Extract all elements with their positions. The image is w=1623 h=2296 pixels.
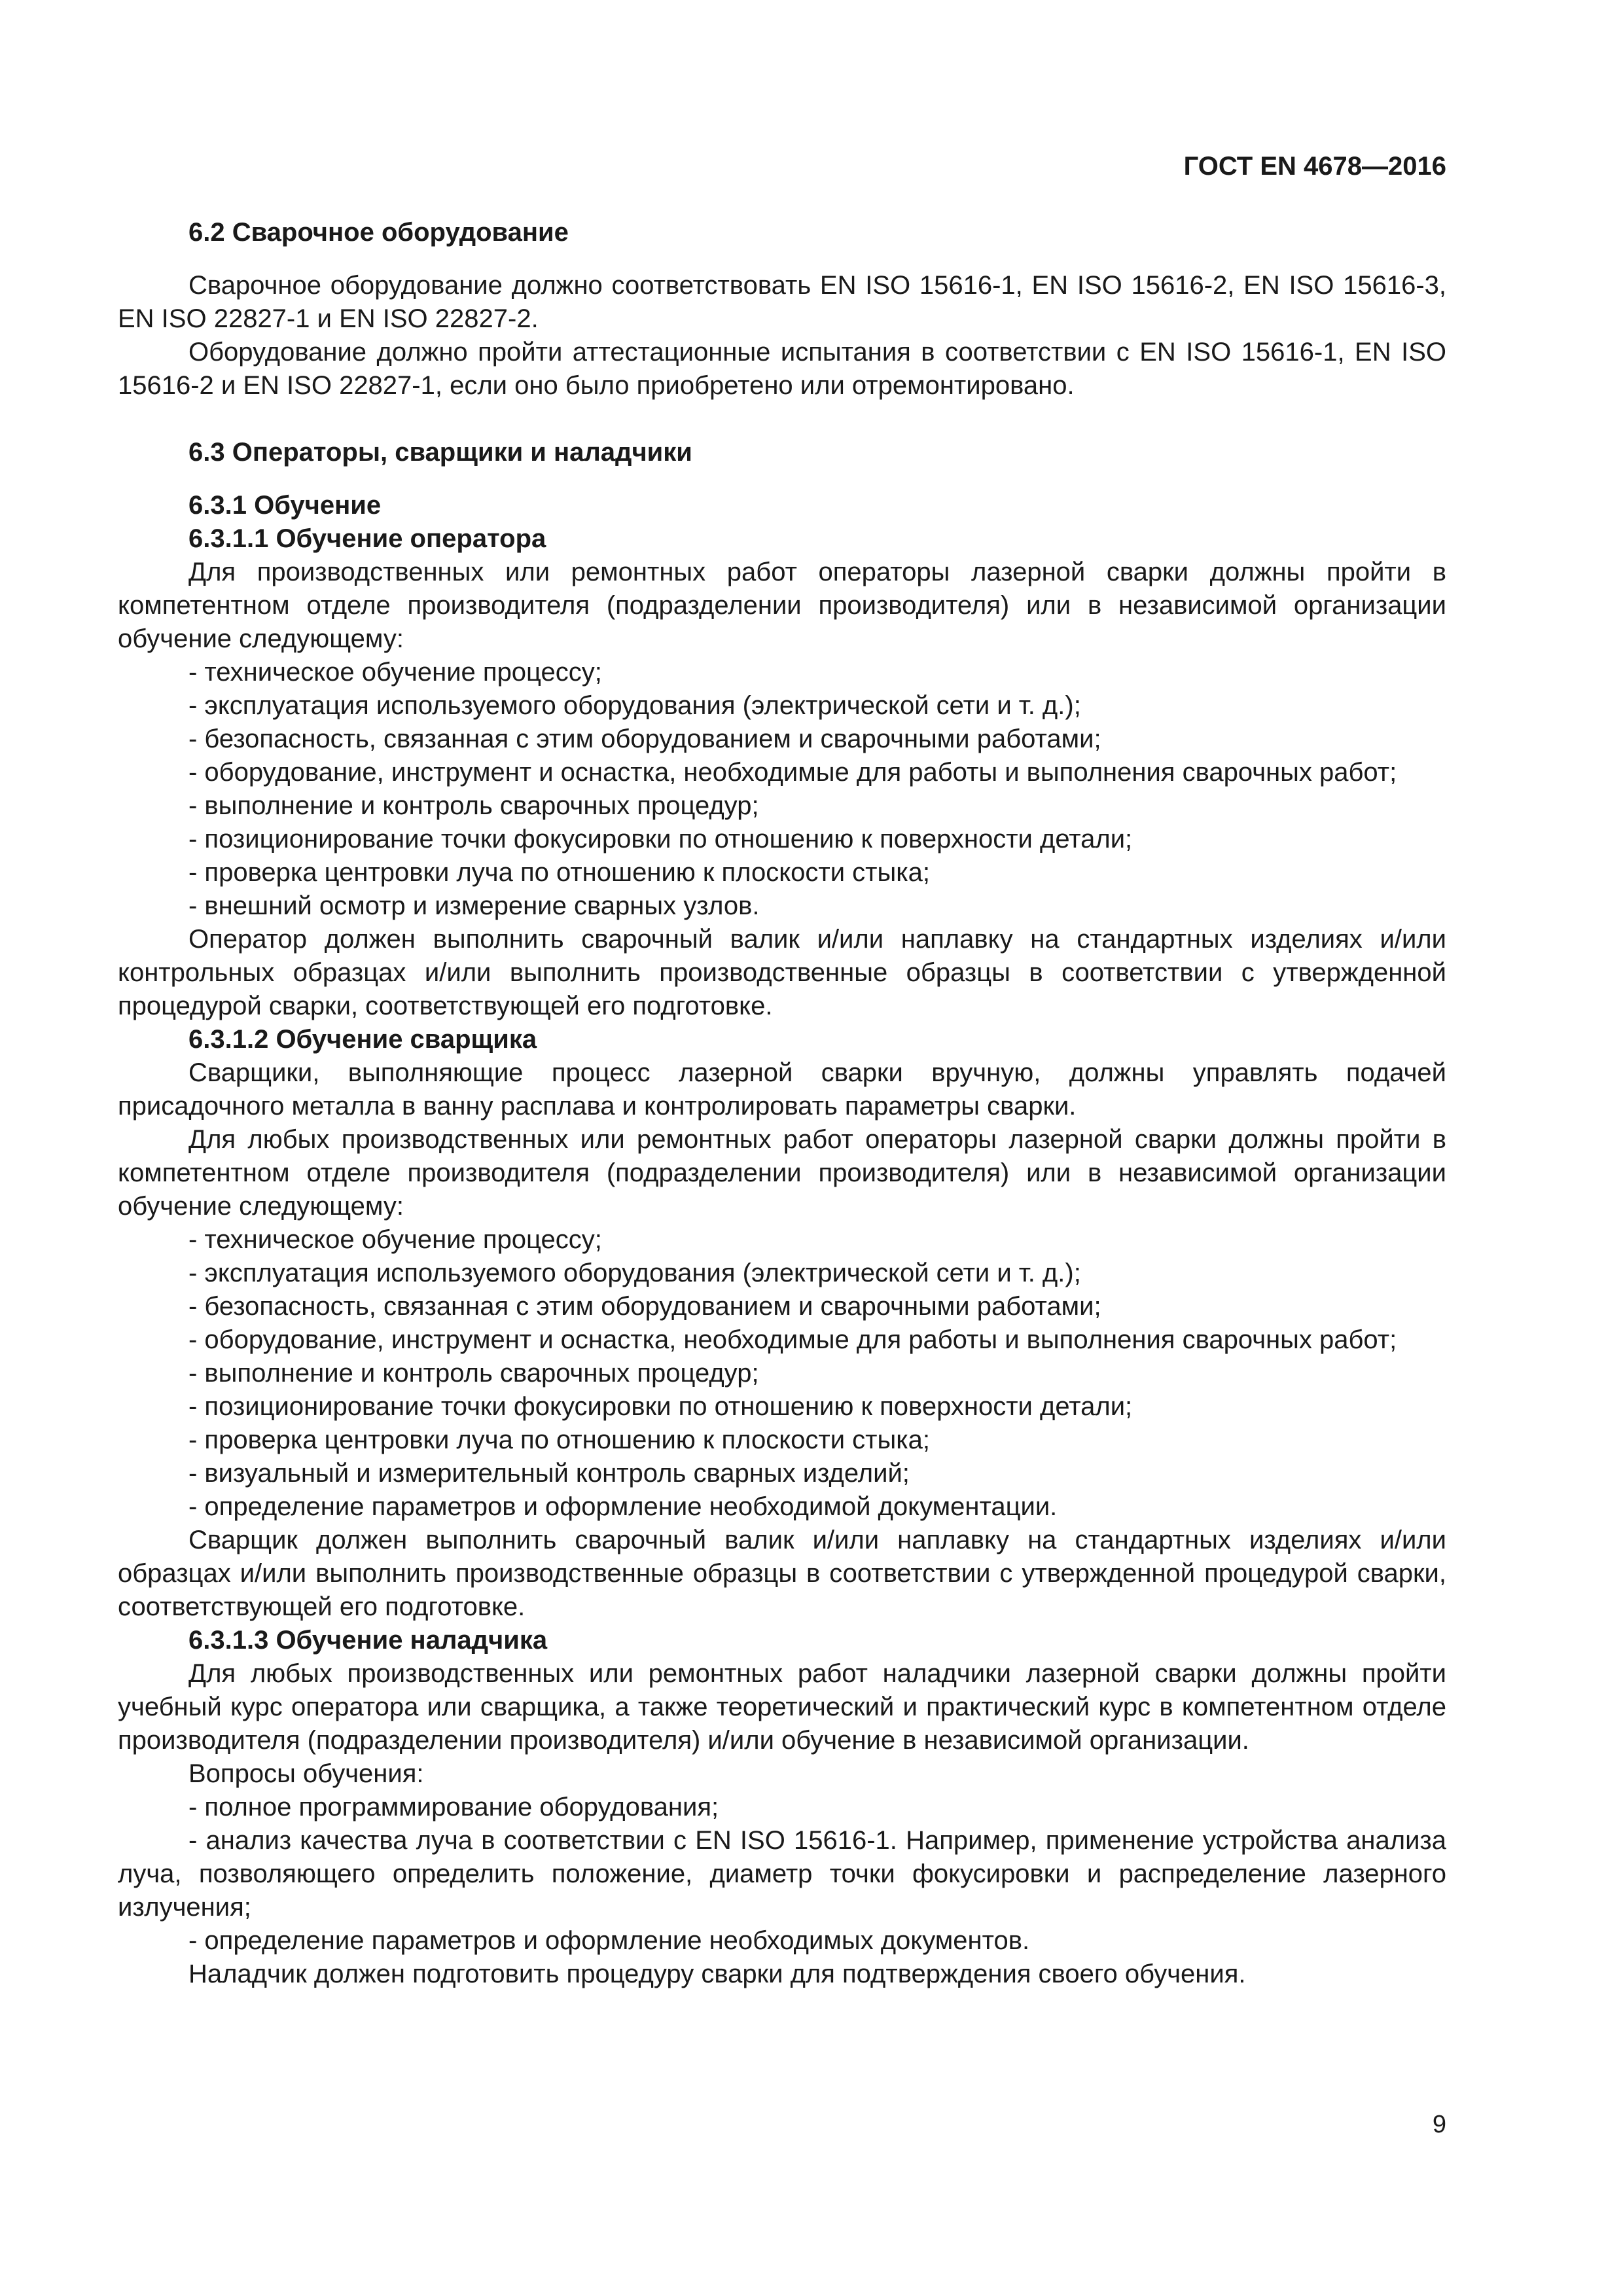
list-item: - техническое обучение процессу; (188, 1225, 602, 1254)
list-item: - визуальный и измерительный контроль сварных изделий; (188, 1459, 910, 1488)
paragraph: Вопросы обучения: (188, 1759, 424, 1788)
section-6-2-heading: 6.2 Сварочное оборудование (188, 218, 569, 247)
document-body (118, 216, 1446, 1991)
list-item: - безопасность, связанная с этим оборудованием и сварочными работами; (188, 1292, 1101, 1321)
paragraph: Сварщик должен выполнить сварочный валик и/или наплавку на стандартных изделиях и/или образцах и/или выполнить производственные образцы в соответствии с утвержденной процедурой сварки, соответствующей его подготовке. (118, 1526, 1446, 1621)
list-item: - определение параметров и оформление необходимой документации. (188, 1492, 1058, 1521)
paragraph: Сварщики, выполняющие процесс лазерной сварки вручную, должны управлять подачей присадочного металла в ванну расплава и контролировать параметры сварки. (118, 1058, 1446, 1121)
document-code: ГОСТ EN 4678—2016 (1183, 152, 1446, 181)
list-item: - эксплуатация используемого оборудования (электрической сети и т. д.); (188, 1259, 1081, 1287)
page-number: 9 (1432, 2111, 1446, 2138)
list-item: - техническое обучение процессу; (188, 658, 602, 687)
list-item: - внешний осмотр и измерение сварных узлов. (188, 891, 760, 920)
paragraph: Наладчик должен подготовить процедуру сварки для подтверждения своего обучения. (188, 1960, 1246, 1988)
list-item: - безопасность, связанная с этим оборудованием и сварочными работами; (188, 725, 1101, 753)
paragraph: Для производственных или ремонтных работ операторы лазерной сварки должны пройти в компетентном отделе производителя (подразделении производителя) или в независимой организации обучение следующему: (118, 558, 1446, 653)
list-item: - полное программирование оборудования; (188, 1793, 719, 1821)
section-6-3-1-2-heading: 6.3.1.2 Обучение сварщика (188, 1025, 537, 1054)
list-item: - проверка центровки луча по отношению к плоскости стыка; (188, 858, 930, 887)
section-6-3-1-3-heading: 6.3.1.3 Обучение наладчика (188, 1626, 548, 1655)
list-item: - определение параметров и оформление необходимых документов. (188, 1926, 1030, 1955)
paragraph: Оборудование должно пройти аттестационные испытания в соответствии с EN ISO 15616-1, EN ISO 15616-2 и EN ISO 22827-1, если оно было приобретено или отремонтировано. (118, 338, 1446, 400)
section-6-3-1-heading: 6.3.1 Обучение (188, 491, 382, 520)
section-6-3-heading: 6.3 Операторы, сварщики и наладчики (188, 438, 692, 467)
section-6-3-1-1-heading: 6.3.1.1 Обучение оператора (188, 524, 546, 553)
paragraph: Оператор должен выполнить сварочный валик и/или наплавку на стандартных изделиях и/или контрольных образцах и/или выполнить производственные образцы в соответствии с утвержденной процедурой сварки, соответствующей его подготовке. (118, 925, 1446, 1020)
paragraph: Сварочное оборудование должно соответствовать EN ISO 15616-1, EN ISO 15616-2, EN ISO 15616-3, EN ISO 22827-1 и EN ISO 22827-2. (118, 271, 1446, 333)
list-item: - выполнение и контроль сварочных процедур; (188, 1359, 759, 1388)
list-item: - эксплуатация используемого оборудования (электрической сети и т. д.); (188, 691, 1081, 720)
list-item: - позиционирование точки фокусировки по отношению к поверхности детали; (188, 825, 1133, 853)
list-item: - оборудование, инструмент и оснастка, необходимые для работы и выполнения сварочных работ; (188, 1325, 1397, 1354)
paragraph: Для любых производственных или ремонтных работ операторы лазерной сварки должны пройти в компетентном отделе производителя (подразделении производителя) или в независимой организации обучение следующему: (118, 1125, 1446, 1221)
paragraph: Для любых производственных или ремонтных работ наладчики лазерной сварки должны пройти учебный курс оператора или сварщика, а также теоретический и практический курс в компетентном отделе производителя (подразделении производителя) и/или обучение в независимой организации. (118, 1659, 1446, 1755)
list-item: - позиционирование точки фокусировки по отношению к поверхности детали; (188, 1392, 1133, 1421)
list-item: - проверка центровки луча по отношению к плоскости стыка; (188, 1426, 930, 1454)
list-item: - анализ качества луча в соответствии с EN ISO 15616-1. Например, применение устройства анализа луча, позволяющего определить положение, диаметр точки фокусировки и распределение лазерного излучения; (118, 1826, 1447, 1922)
list-item: - оборудование, инструмент и оснастка, необходимые для работы и выполнения сварочных работ; (188, 758, 1397, 787)
list-item: - выполнение и контроль сварочных процедур; (188, 791, 759, 820)
